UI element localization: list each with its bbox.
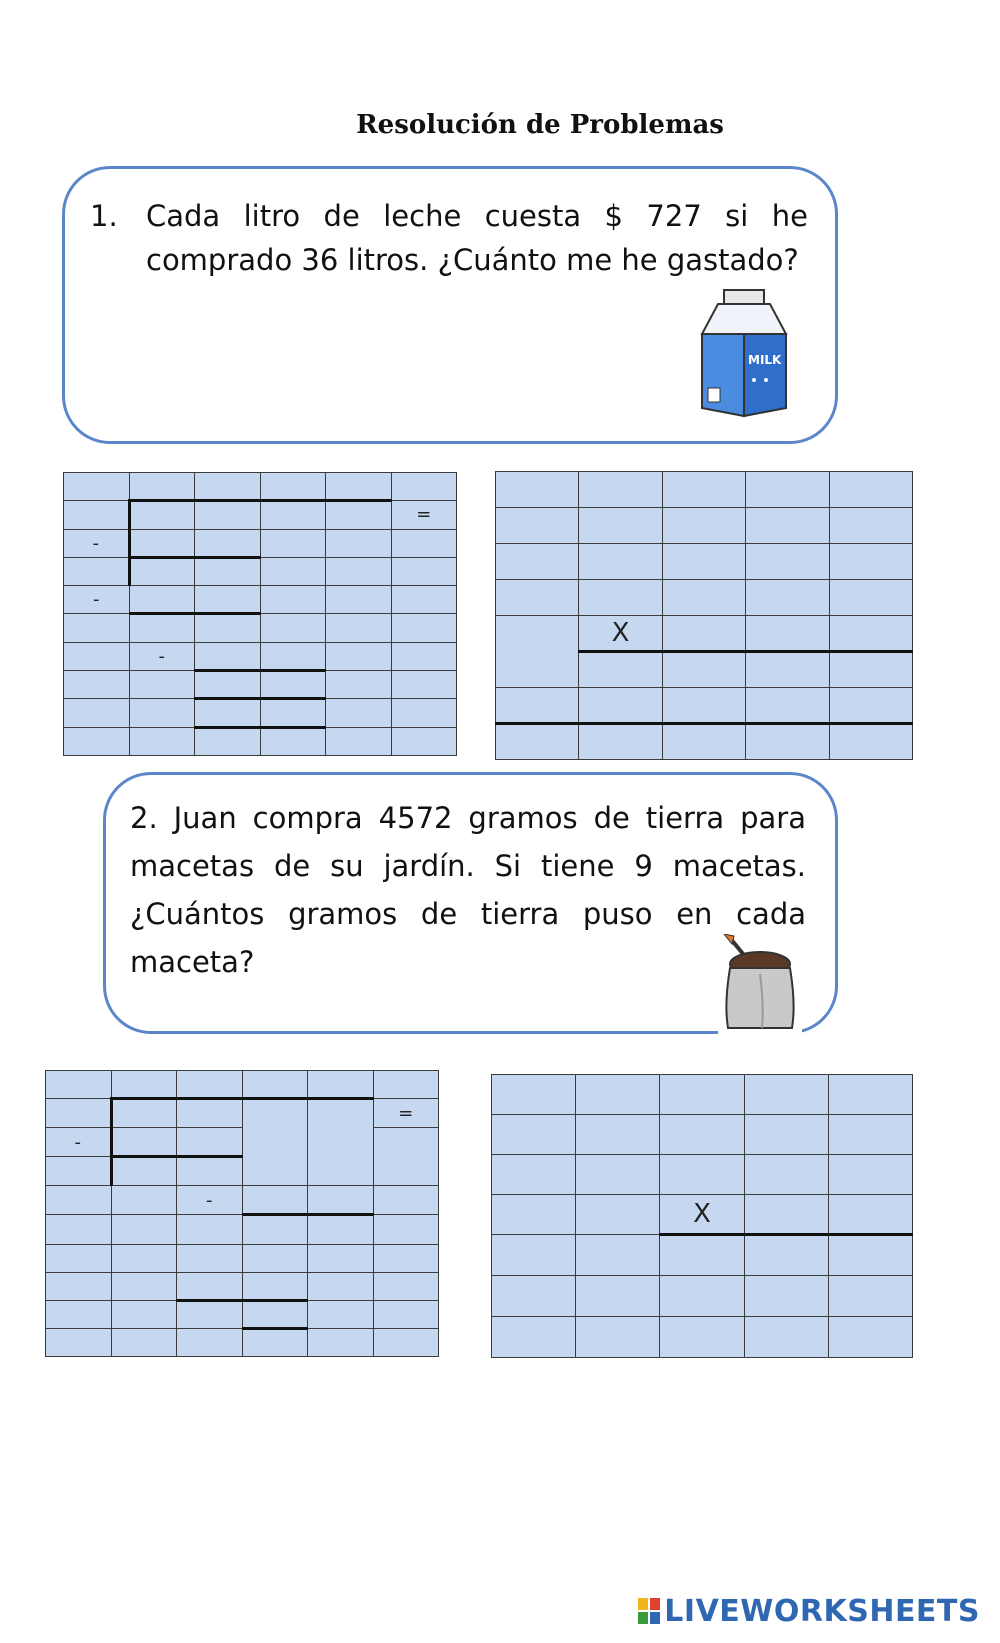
- cell[interactable]: [260, 614, 326, 642]
- cell[interactable]: [326, 586, 392, 614]
- cell[interactable]: [576, 1155, 660, 1195]
- cell[interactable]: [260, 586, 326, 614]
- cell[interactable]: [746, 580, 829, 616]
- cell[interactable]: [391, 586, 457, 614]
- cell[interactable]: [46, 1186, 112, 1215]
- cell[interactable]: [496, 724, 579, 760]
- cell[interactable]: [579, 472, 662, 508]
- cell[interactable]: [391, 614, 457, 642]
- cell[interactable]: [129, 614, 195, 642]
- cell[interactable]: [579, 688, 662, 724]
- cell[interactable]: [177, 1244, 243, 1272]
- cell[interactable]: [492, 1235, 576, 1276]
- cell[interactable]: [492, 1195, 576, 1235]
- cell[interactable]: [177, 1328, 243, 1356]
- cell[interactable]: [308, 1300, 374, 1328]
- cell[interactable]: [177, 1071, 243, 1099]
- cell[interactable]: [326, 473, 392, 501]
- cell[interactable]: [111, 1328, 177, 1356]
- cell[interactable]: [662, 580, 745, 616]
- cell[interactable]: [46, 1099, 112, 1128]
- cell[interactable]: [46, 1071, 112, 1099]
- milk-carton-icon: [694, 288, 790, 422]
- cell[interactable]: [744, 1276, 828, 1317]
- cell[interactable]: [576, 1276, 660, 1317]
- cell[interactable]: [326, 529, 392, 557]
- equals-sign: =: [391, 501, 457, 529]
- cell[interactable]: [829, 544, 912, 580]
- cell[interactable]: [260, 699, 326, 727]
- cell[interactable]: [576, 1317, 660, 1358]
- cell[interactable]: [129, 529, 195, 557]
- cell[interactable]: [111, 1244, 177, 1272]
- cell[interactable]: [46, 1300, 112, 1328]
- times-sign: X: [579, 616, 662, 652]
- cell[interactable]: [744, 1235, 828, 1276]
- cell[interactable]: [744, 1155, 828, 1195]
- cell[interactable]: [576, 1075, 660, 1115]
- cell[interactable]: [326, 501, 392, 529]
- cell[interactable]: [195, 586, 261, 614]
- cell[interactable]: [129, 727, 195, 755]
- cell[interactable]: [195, 671, 261, 699]
- cell[interactable]: [829, 688, 912, 724]
- cell[interactable]: [195, 642, 261, 670]
- cell[interactable]: [64, 727, 130, 755]
- cell[interactable]: [64, 473, 130, 501]
- cell[interactable]: [579, 724, 662, 760]
- cell[interactable]: [662, 472, 745, 508]
- cell[interactable]: [326, 557, 392, 585]
- problem-1-text: [146, 194, 808, 282]
- cell[interactable]: [326, 614, 392, 642]
- cell[interactable]: [64, 642, 130, 670]
- cell[interactable]: [829, 616, 912, 652]
- cell[interactable]: [829, 652, 912, 688]
- cell[interactable]: [260, 557, 326, 585]
- cell[interactable]: [662, 724, 745, 760]
- cell[interactable]: [64, 614, 130, 642]
- cell[interactable]: [260, 727, 326, 755]
- cell[interactable]: [660, 1276, 744, 1317]
- cell[interactable]: [829, 724, 912, 760]
- cell[interactable]: [177, 1300, 243, 1328]
- cell[interactable]: [242, 1328, 308, 1356]
- cell[interactable]: [129, 473, 195, 501]
- minus-sign: -: [64, 586, 130, 614]
- cell[interactable]: [111, 1157, 177, 1186]
- cell[interactable]: [746, 688, 829, 724]
- division-grid-2: [45, 1070, 439, 1357]
- cell[interactable]: [576, 1115, 660, 1155]
- cell[interactable]: [177, 1099, 243, 1128]
- cell[interactable]: [111, 1071, 177, 1099]
- cell[interactable]: [64, 671, 130, 699]
- cell[interactable]: [492, 1317, 576, 1358]
- cell[interactable]: [111, 1099, 177, 1128]
- minus-sign: -: [129, 642, 195, 670]
- minus-sign: -: [64, 529, 130, 557]
- problem-1-line-1: Cada litro de leche cuesta $ 727 si he: [146, 199, 808, 233]
- cell[interactable]: [829, 580, 912, 616]
- cell[interactable]: [260, 642, 326, 670]
- cell[interactable]: [308, 1244, 374, 1272]
- cell[interactable]: [111, 1128, 177, 1157]
- cell[interactable]: [326, 671, 392, 699]
- cell[interactable]: [326, 699, 392, 727]
- cell[interactable]: [111, 1300, 177, 1328]
- cell[interactable]: [744, 1317, 828, 1358]
- cell[interactable]: [242, 1272, 308, 1300]
- cell[interactable]: [496, 580, 579, 616]
- cell[interactable]: [129, 671, 195, 699]
- problem-2-line-4: maceta?: [130, 945, 255, 979]
- cell[interactable]: [496, 616, 579, 688]
- cell[interactable]: [828, 1155, 912, 1195]
- cell[interactable]: [662, 688, 745, 724]
- brand-name: LIVEWORKSHEETS: [664, 1594, 980, 1629]
- cell[interactable]: [373, 1328, 439, 1356]
- cell[interactable]: [260, 473, 326, 501]
- problem-2-line-3: ¿Cuántos gramos de tierra puso en cada: [130, 897, 806, 931]
- cell[interactable]: [496, 544, 579, 580]
- multiplication-grid-1: [495, 471, 913, 760]
- cell[interactable]: [391, 671, 457, 699]
- cell[interactable]: [260, 529, 326, 557]
- cell[interactable]: [828, 1276, 912, 1317]
- cell[interactable]: [579, 508, 662, 544]
- cell[interactable]: [260, 671, 326, 699]
- cell[interactable]: [111, 1215, 177, 1244]
- cell[interactable]: [46, 1328, 112, 1356]
- cell[interactable]: [46, 1215, 112, 1244]
- cell[interactable]: [391, 529, 457, 557]
- cell[interactable]: [391, 642, 457, 670]
- cell[interactable]: [391, 473, 457, 501]
- problem-1-line-2: comprado 36 litros. ¿Cuánto me he gastado?: [146, 243, 799, 277]
- problem-2-text: [130, 794, 806, 986]
- cell[interactable]: [373, 1215, 439, 1244]
- cell[interactable]: [391, 699, 457, 727]
- cell[interactable]: [195, 557, 261, 585]
- cell[interactable]: [746, 508, 829, 544]
- cell[interactable]: [373, 1300, 439, 1328]
- cell[interactable]: [492, 1115, 576, 1155]
- cell[interactable]: [46, 1272, 112, 1300]
- cell[interactable]: [46, 1244, 112, 1272]
- cell[interactable]: [662, 616, 745, 652]
- cell[interactable]: [129, 699, 195, 727]
- cell[interactable]: [496, 508, 579, 544]
- cell[interactable]: [373, 1244, 439, 1272]
- cell[interactable]: [177, 1272, 243, 1300]
- cell[interactable]: [373, 1128, 439, 1186]
- cell[interactable]: [64, 699, 130, 727]
- cell[interactable]: [391, 727, 457, 755]
- cell[interactable]: [746, 724, 829, 760]
- cell[interactable]: [242, 1071, 308, 1099]
- cell[interactable]: [373, 1071, 439, 1099]
- cell[interactable]: [195, 614, 261, 642]
- cell[interactable]: [195, 699, 261, 727]
- cell[interactable]: [242, 1099, 308, 1186]
- cell[interactable]: [373, 1272, 439, 1300]
- cell[interactable]: [660, 1075, 744, 1115]
- minus-sign: -: [177, 1186, 243, 1215]
- cell[interactable]: [129, 557, 195, 585]
- cell[interactable]: [829, 508, 912, 544]
- cell[interactable]: [660, 1155, 744, 1195]
- cell[interactable]: [195, 529, 261, 557]
- problem-2-line-2: macetas de su jardín. Si tiene 9 macetas.: [130, 849, 806, 883]
- cell[interactable]: [308, 1071, 374, 1099]
- cell[interactable]: [828, 1195, 912, 1235]
- cell[interactable]: [576, 1195, 660, 1235]
- cell[interactable]: [308, 1328, 374, 1356]
- cell[interactable]: [111, 1272, 177, 1300]
- cell[interactable]: [129, 586, 195, 614]
- cell[interactable]: [242, 1186, 308, 1215]
- cell[interactable]: [662, 544, 745, 580]
- cell[interactable]: [308, 1186, 374, 1215]
- soil-sack-icon: [718, 934, 802, 1038]
- cell[interactable]: [492, 1276, 576, 1317]
- cell[interactable]: [828, 1235, 912, 1276]
- cell[interactable]: [662, 652, 745, 688]
- cell[interactable]: [129, 501, 195, 529]
- problem-2-line-1: 2. Juan compra 4572 gramos de tierra para: [130, 801, 806, 835]
- cell[interactable]: [64, 557, 130, 585]
- cell[interactable]: [308, 1272, 374, 1300]
- cell[interactable]: [177, 1128, 243, 1157]
- cell[interactable]: [308, 1215, 374, 1244]
- cell[interactable]: [492, 1075, 576, 1115]
- cell[interactable]: [828, 1075, 912, 1115]
- cell[interactable]: [579, 652, 662, 688]
- cell[interactable]: [744, 1075, 828, 1115]
- liveworksheets-logo: [638, 1594, 980, 1629]
- liveworksheets-icon: [638, 1598, 660, 1624]
- cell[interactable]: [242, 1300, 308, 1328]
- page-title: Resolución de Problemas: [356, 110, 724, 140]
- cell[interactable]: [662, 508, 745, 544]
- cell[interactable]: [373, 1186, 439, 1215]
- cell[interactable]: [492, 1155, 576, 1195]
- cell[interactable]: [195, 727, 261, 755]
- cell[interactable]: [829, 472, 912, 508]
- cell[interactable]: [746, 544, 829, 580]
- minus-sign: -: [46, 1128, 112, 1157]
- cell[interactable]: [195, 473, 261, 501]
- equals-sign: =: [373, 1099, 439, 1128]
- cell[interactable]: [744, 1195, 828, 1235]
- cell[interactable]: [111, 1186, 177, 1215]
- cell[interactable]: [326, 642, 392, 670]
- cell[interactable]: [391, 557, 457, 585]
- cell[interactable]: [746, 652, 829, 688]
- times-sign: X: [660, 1195, 744, 1235]
- cell[interactable]: [64, 501, 130, 529]
- cell[interactable]: [308, 1099, 374, 1186]
- cell[interactable]: [195, 501, 261, 529]
- cell[interactable]: [177, 1215, 243, 1244]
- cell[interactable]: [746, 472, 829, 508]
- division-grid-1: [63, 472, 457, 756]
- cell[interactable]: [828, 1317, 912, 1358]
- cell[interactable]: [326, 727, 392, 755]
- cell[interactable]: [828, 1115, 912, 1155]
- cell[interactable]: [579, 544, 662, 580]
- cell[interactable]: [579, 580, 662, 616]
- cell[interactable]: [242, 1215, 308, 1244]
- cell[interactable]: [746, 616, 829, 652]
- cell[interactable]: [242, 1244, 308, 1272]
- cell[interactable]: [660, 1235, 744, 1276]
- milk-label: MILK: [748, 353, 782, 367]
- cell[interactable]: [660, 1317, 744, 1358]
- cell[interactable]: [46, 1157, 112, 1186]
- cell[interactable]: [660, 1115, 744, 1155]
- cell[interactable]: [744, 1115, 828, 1155]
- cell[interactable]: [576, 1235, 660, 1276]
- cell[interactable]: [177, 1157, 243, 1186]
- multiplication-grid-2: [491, 1074, 913, 1358]
- cell[interactable]: [496, 688, 579, 724]
- cell[interactable]: [260, 501, 326, 529]
- problem-1-number: 1.: [90, 199, 118, 233]
- cell[interactable]: [496, 472, 579, 508]
